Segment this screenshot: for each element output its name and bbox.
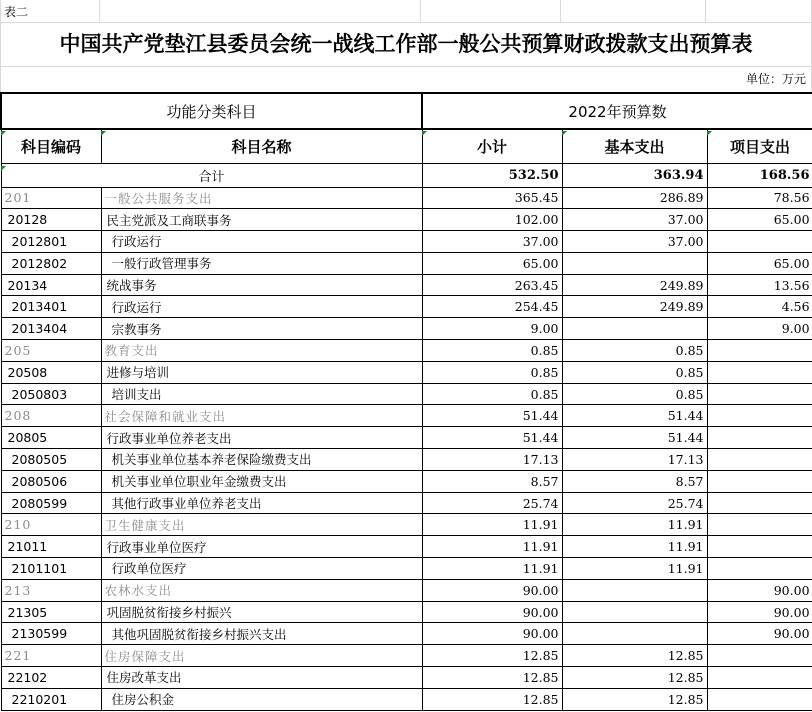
row-subtotal: 11.91 <box>422 558 562 580</box>
row-subtotal: 51.44 <box>422 427 562 449</box>
row-subtotal: 8.57 <box>422 470 562 492</box>
row-code: 2050803 <box>1 383 101 405</box>
row-name: 行政运行 <box>101 296 422 318</box>
row-project <box>707 514 812 536</box>
table-row <box>1 361 812 383</box>
cell-marker-icon <box>101 131 106 136</box>
row-subtotal: 12.85 <box>422 645 562 667</box>
row-project <box>707 449 812 471</box>
row-code: 208 <box>1 405 101 427</box>
cell-marker-icon <box>422 131 427 136</box>
row-name: 其他巩固脱贫衔接乡村振兴支出 <box>101 623 422 645</box>
row-name: 统战事务 <box>101 274 422 296</box>
cell-marker-icon <box>562 131 567 136</box>
row-name: 巩固脱贫衔接乡村振兴 <box>101 601 422 623</box>
table-row <box>1 645 812 667</box>
table-row <box>1 667 812 689</box>
table-row <box>1 492 812 514</box>
row-code: 213 <box>1 579 101 601</box>
row-project: 9.00 <box>707 318 812 340</box>
row-name: 机关事业单位职业年金缴费支出 <box>101 470 422 492</box>
row-subtotal: 12.85 <box>422 667 562 689</box>
header-row-1 <box>1 93 812 129</box>
row-code: 20805 <box>1 427 101 449</box>
total-subtotal: 532.50 <box>422 163 562 187</box>
total-basic: 363.94 <box>562 163 707 187</box>
header-code: 科目编码 <box>1 129 101 163</box>
row-basic: 25.74 <box>562 492 707 514</box>
row-subtotal: 11.91 <box>422 514 562 536</box>
row-code: 201 <box>1 187 101 209</box>
row-name: 住房改革支出 <box>101 667 422 689</box>
table-row <box>1 274 812 296</box>
row-subtotal: 17.13 <box>422 449 562 471</box>
row-code: 221 <box>1 645 101 667</box>
row-project <box>707 383 812 405</box>
row-basic: 11.91 <box>562 536 707 558</box>
header-name: 科目名称 <box>101 129 422 163</box>
header-row-2 <box>1 129 812 163</box>
header-func-class: 功能分类科目 <box>1 93 422 129</box>
row-project: 90.00 <box>707 579 812 601</box>
row-name: 其他行政事业单位养老支出 <box>101 492 422 514</box>
row-project <box>707 667 812 689</box>
page-title: 中国共产党垫江县委员会统一战线工作部一般公共预算财政拨款支出预算表 <box>59 31 753 56</box>
table-row <box>1 209 812 231</box>
row-project <box>707 536 812 558</box>
row-basic: 37.00 <box>562 231 707 253</box>
row-subtotal: 0.85 <box>422 340 562 362</box>
row-subtotal: 51.44 <box>422 405 562 427</box>
total-project: 168.56 <box>707 163 812 187</box>
row-basic: 51.44 <box>562 427 707 449</box>
row-basic: 0.85 <box>562 383 707 405</box>
row-project <box>707 231 812 253</box>
row-basic: 286.89 <box>562 187 707 209</box>
header-budget-year: 2022年预算数 <box>422 93 812 129</box>
row-code: 2130599 <box>1 623 101 645</box>
row-basic <box>562 579 707 601</box>
row-name: 住房公积金 <box>101 688 422 710</box>
row-name: 一般行政管理事务 <box>101 252 422 274</box>
row-subtotal: 90.00 <box>422 601 562 623</box>
row-subtotal: 12.85 <box>422 688 562 710</box>
row-project: 13.56 <box>707 274 812 296</box>
row-basic: 0.85 <box>562 361 707 383</box>
header-basic: 基本支出 <box>562 129 707 163</box>
row-code: 2080506 <box>1 470 101 492</box>
row-code: 2012801 <box>1 231 101 253</box>
row-subtotal: 11.91 <box>422 536 562 558</box>
row-project <box>707 405 812 427</box>
row-basic: 0.85 <box>562 340 707 362</box>
budget-table <box>0 92 812 711</box>
row-project: 90.00 <box>707 601 812 623</box>
table-row <box>1 514 812 536</box>
row-project <box>707 340 812 362</box>
row-project: 65.00 <box>707 209 812 231</box>
cell-marker-icon <box>1 166 6 171</box>
total-label: 合计 <box>1 163 422 187</box>
row-code: 2013404 <box>1 318 101 340</box>
row-basic: 17.13 <box>562 449 707 471</box>
row-code: 2210201 <box>1 688 101 710</box>
row-code: 20508 <box>1 361 101 383</box>
row-subtotal: 263.45 <box>422 274 562 296</box>
row-subtotal: 254.45 <box>422 296 562 318</box>
row-name: 行政事业单位医疗 <box>101 536 422 558</box>
row-name: 民主党派及工商联事务 <box>101 209 422 231</box>
row-basic: 11.91 <box>562 514 707 536</box>
table-row <box>1 340 812 362</box>
row-code: 22102 <box>1 667 101 689</box>
row-code: 2012802 <box>1 252 101 274</box>
row-subtotal: 0.85 <box>422 361 562 383</box>
row-code: 2080599 <box>1 492 101 514</box>
cell-marker-icon <box>1 131 6 136</box>
row-name: 一般公共服务支出 <box>101 187 422 209</box>
row-name: 培训支出 <box>101 383 422 405</box>
row-basic: 12.85 <box>562 667 707 689</box>
row-basic <box>562 318 707 340</box>
table-row <box>1 470 812 492</box>
row-basic: 37.00 <box>562 209 707 231</box>
row-code: 205 <box>1 340 101 362</box>
row-basic: 249.89 <box>562 296 707 318</box>
row-code: 210 <box>1 514 101 536</box>
table-row <box>1 449 812 471</box>
row-project <box>707 558 812 580</box>
row-project <box>707 645 812 667</box>
row-name: 行政单位医疗 <box>101 558 422 580</box>
table-row <box>1 383 812 405</box>
table-row <box>1 536 812 558</box>
table-row <box>1 296 812 318</box>
row-project <box>707 361 812 383</box>
row-basic <box>562 623 707 645</box>
row-basic <box>562 252 707 274</box>
row-subtotal: 25.74 <box>422 492 562 514</box>
row-subtotal: 102.00 <box>422 209 562 231</box>
table-row <box>1 601 812 623</box>
header-project: 项目支出 <box>707 129 812 163</box>
row-basic: 12.85 <box>562 688 707 710</box>
table-row <box>1 688 812 710</box>
row-name: 教育支出 <box>101 340 422 362</box>
row-subtotal: 90.00 <box>422 579 562 601</box>
row-project: 65.00 <box>707 252 812 274</box>
row-subtotal: 90.00 <box>422 623 562 645</box>
row-basic: 11.91 <box>562 558 707 580</box>
total-row <box>1 163 812 187</box>
row-subtotal: 37.00 <box>422 231 562 253</box>
row-code: 2080505 <box>1 449 101 471</box>
table-row <box>1 318 812 340</box>
row-basic <box>562 601 707 623</box>
row-project: 90.00 <box>707 623 812 645</box>
unit-label: 单位：万元 <box>745 72 806 86</box>
row-code: 20128 <box>1 209 101 231</box>
row-name: 进修与培训 <box>101 361 422 383</box>
table-row <box>1 187 812 209</box>
row-name: 卫生健康支出 <box>101 514 422 536</box>
row-project <box>707 688 812 710</box>
row-code: 21305 <box>1 601 101 623</box>
row-subtotal: 65.00 <box>422 252 562 274</box>
cell-marker-icon <box>707 131 712 136</box>
table-row <box>1 252 812 274</box>
table-label: 表二 <box>4 5 29 19</box>
row-project <box>707 470 812 492</box>
row-subtotal: 365.45 <box>422 187 562 209</box>
row-name: 行政事业单位养老支出 <box>101 427 422 449</box>
row-project <box>707 427 812 449</box>
row-name: 机关事业单位基本养老保险缴费支出 <box>101 449 422 471</box>
row-subtotal: 0.85 <box>422 383 562 405</box>
row-code: 2101101 <box>1 558 101 580</box>
row-code: 21011 <box>1 536 101 558</box>
table-row <box>1 427 812 449</box>
table-row <box>1 579 812 601</box>
table-row <box>1 623 812 645</box>
row-project <box>707 492 812 514</box>
row-name: 社会保障和就业支出 <box>101 405 422 427</box>
table-row <box>1 558 812 580</box>
row-basic: 12.85 <box>562 645 707 667</box>
row-project: 78.56 <box>707 187 812 209</box>
row-code: 20134 <box>1 274 101 296</box>
row-project: 4.56 <box>707 296 812 318</box>
row-name: 宗教事务 <box>101 318 422 340</box>
row-basic: 51.44 <box>562 405 707 427</box>
table-row <box>1 231 812 253</box>
header-subtotal: 小计 <box>422 129 562 163</box>
row-basic: 249.89 <box>562 274 707 296</box>
row-code: 2013401 <box>1 296 101 318</box>
row-name: 农林水支出 <box>101 579 422 601</box>
table-row <box>1 405 812 427</box>
row-name: 住房保障支出 <box>101 645 422 667</box>
row-name: 行政运行 <box>101 231 422 253</box>
row-subtotal: 9.00 <box>422 318 562 340</box>
row-basic: 8.57 <box>562 470 707 492</box>
